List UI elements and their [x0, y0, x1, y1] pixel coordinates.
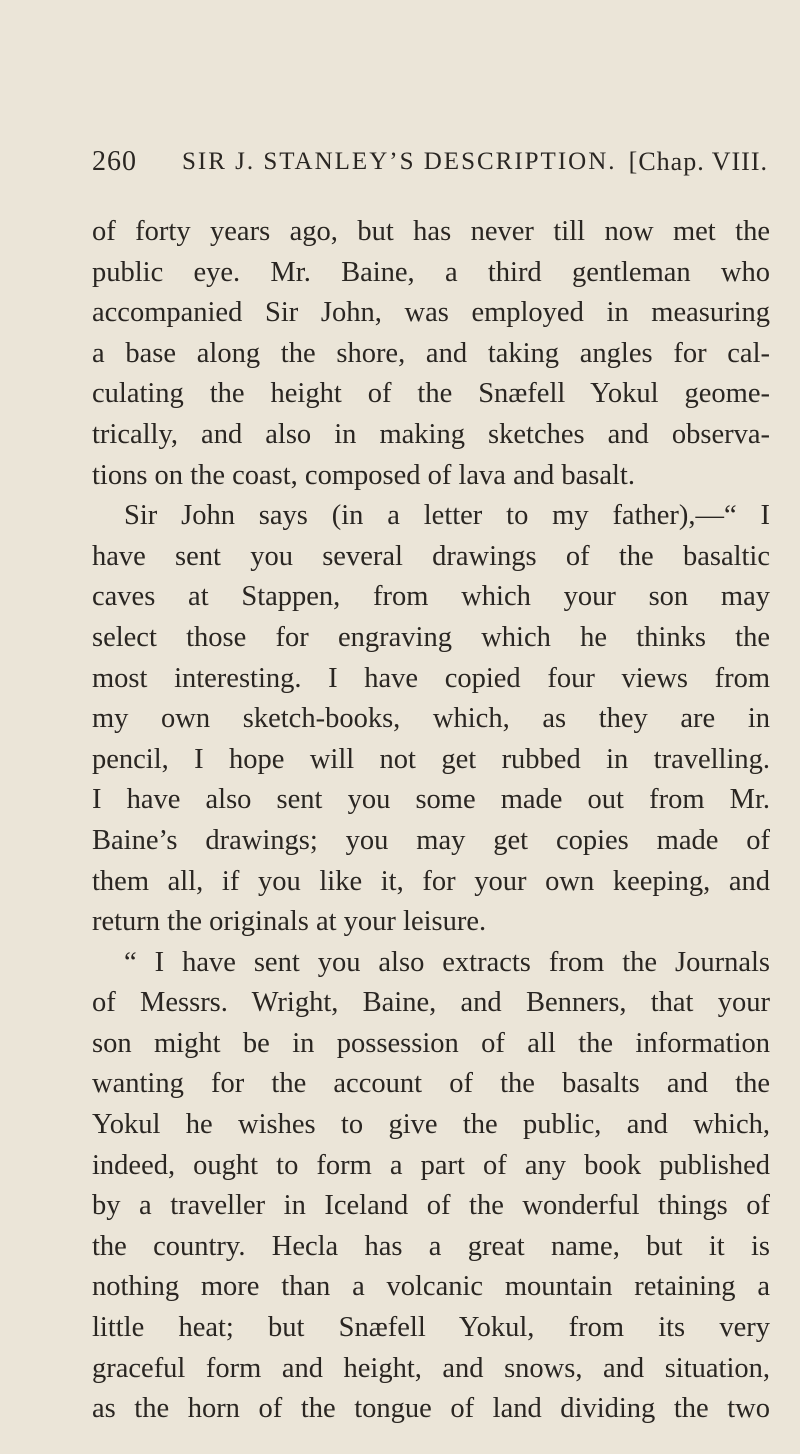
text-line: pencil, I hope will not get rubbed in travelling. — [92, 743, 770, 775]
chapter-label: [Chap. VIII. — [628, 147, 768, 176]
running-header — [92, 146, 768, 186]
text-line: culating the height of the Snæfell Yokul geome- — [92, 378, 770, 410]
text-line: nothing more than a volcanic mountain retaining a — [92, 1271, 770, 1303]
text-line: them all, if you like it, for your own keeping, and — [92, 865, 770, 897]
text-line: Sir John says (in a letter to my father),—“ I — [124, 500, 770, 532]
text-line: public eye. Mr. Baine, a third gentleman who — [92, 256, 770, 288]
text-line: the country. Hecla has a great name, but it is — [92, 1230, 770, 1262]
text-line: most interesting. I have copied four views from — [92, 662, 770, 694]
text-line: by a traveller in Iceland of the wonderful things of — [92, 1190, 770, 1222]
text-line: caves at Stappen, from which your son may — [92, 581, 770, 613]
text-line: tions on the coast, composed of lava and basalt. — [92, 459, 635, 491]
text-line: I have also sent you some made out from Mr. — [92, 784, 770, 816]
text-line: return the originals at your leisure. — [92, 906, 487, 938]
body-text — [92, 212, 770, 1430]
page-number: 260 — [92, 146, 137, 177]
text-line: have sent you several drawings of the basaltic — [92, 540, 770, 572]
text-line: of Messrs. Wright, Baine, and Benners, that your — [92, 987, 770, 1019]
text-line: Yokul he wishes to give the public, and which, — [92, 1109, 770, 1141]
text-line: wanting for the account of the basalts and the — [92, 1068, 770, 1100]
text-line: as the horn of the tongue of land dividing the two — [92, 1393, 770, 1425]
running-title: SIR J. STANLEY’S DESCRIPTION. — [182, 148, 617, 175]
text-line: my own sketch-books, which, as they are in — [92, 703, 770, 735]
text-line: “ I have sent you also extracts from the Journals — [124, 946, 770, 978]
text-line: of forty years ago, but has never till now met the — [92, 216, 770, 247]
text-line: select those for engraving which he thinks the — [92, 621, 770, 653]
text-line: accompanied Sir John, was employed in measuring — [92, 297, 770, 329]
text-line: little heat; but Snæfell Yokul, from its very — [92, 1312, 770, 1344]
text-line: a base along the shore, and taking angles for cal- — [92, 337, 770, 369]
text-line: trically, and also in making sketches and observa- — [92, 418, 770, 450]
text-line: graceful form and height, and snows, and situation, — [92, 1352, 770, 1384]
text-line: son might be in possession of all the information — [92, 1027, 770, 1059]
text-line: indeed, ought to form a part of any book published — [92, 1149, 770, 1181]
text-line: Baine’s drawings; you may get copies made of — [92, 824, 770, 856]
